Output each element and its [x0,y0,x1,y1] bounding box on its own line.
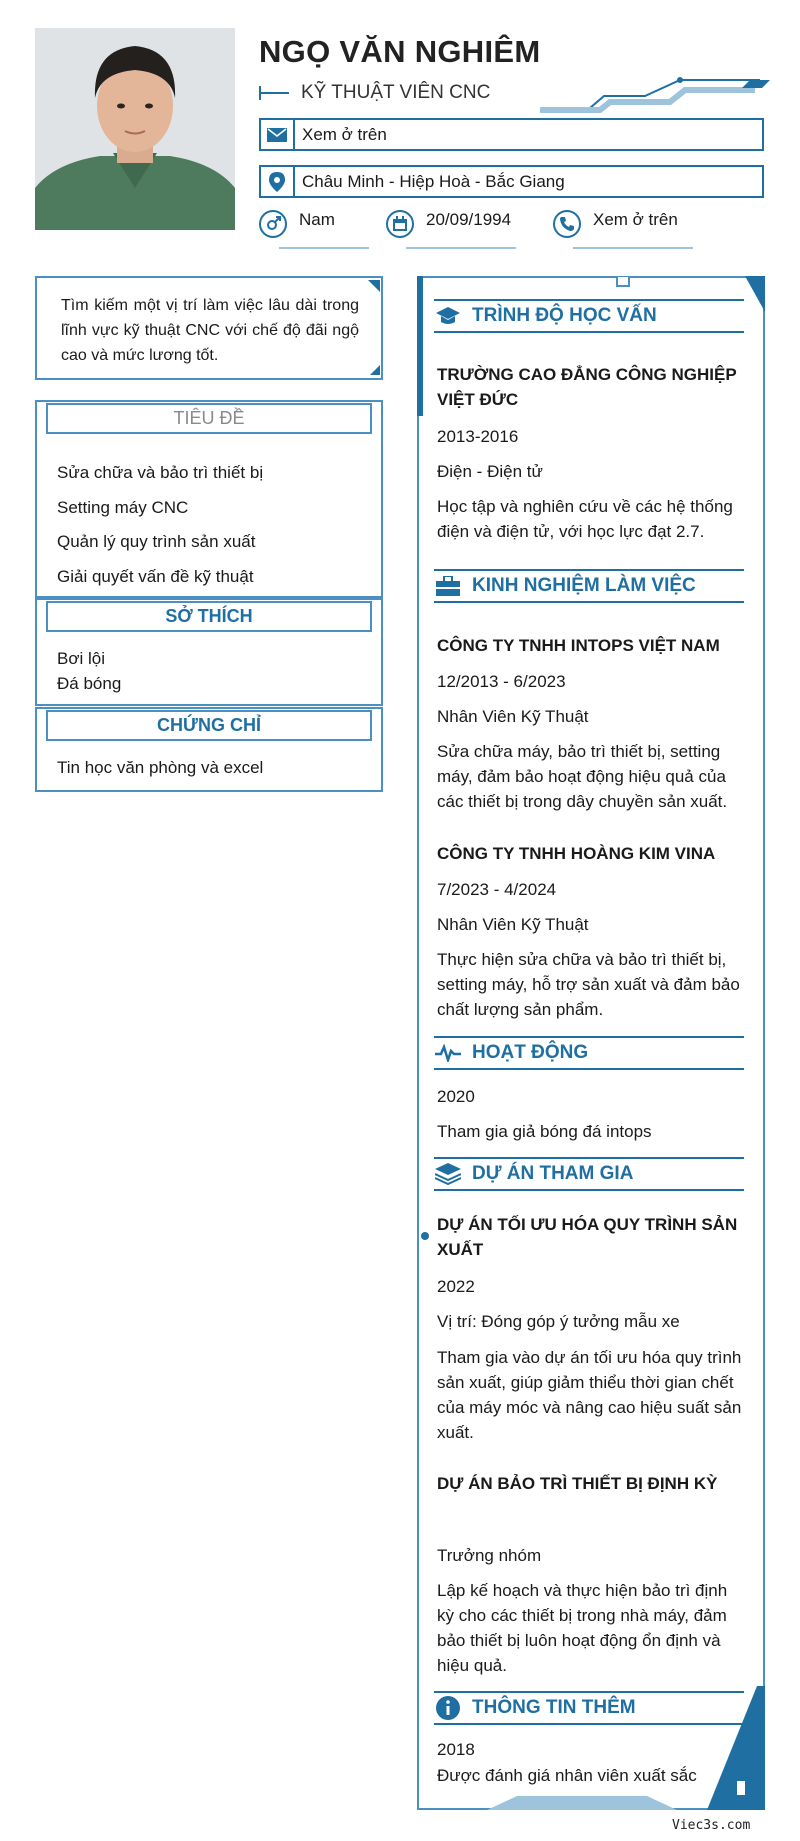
projects-heading-text: DỰ ÁN THAM GIA [472,1163,634,1184]
job-company: CÔNG TY TNHH INTOPS VIỆT NAM [437,636,720,655]
education-heading-text: TRÌNH ĐỘ HỌC VẤN [472,305,657,326]
job-position: Nhân Viên Kỹ Thuật [437,707,589,726]
additional-year: 2018 [437,1740,475,1759]
certificates-section [35,707,383,792]
objective-corner-decoration-bottom [370,365,380,375]
activity-description: Tham gia giả bóng đá intops [437,1122,652,1141]
calendar-icon [386,210,414,238]
certificate-item: Tin học văn phòng và excel [57,758,264,777]
skill-item: Quản lý quy trình sản xuất [57,532,256,551]
birthday-item [386,210,511,238]
site-watermark: Viec3s.com [672,1818,751,1833]
skills-heading: TIÊU ĐỀ [46,403,372,434]
address-row [259,165,764,198]
hobby-item: Đá bóng [57,674,122,693]
job-title-row [259,82,490,104]
skill-item: Sửa chữa và bảo trì thiết bị [57,463,264,482]
education-description: Học tập và nghiên cứu về các hệ thống điện và điện tử, với học lực đạt 2.7. [437,497,733,541]
skill-item: Giải quyết vấn đề kỹ thuật [57,566,254,586]
job-description: Sửa chữa máy, bảo trì thiết bị, setting máy, đảm bảo hoạt động hiệu quả của các thiết bị trong dây chuyền sản xuất. [437,742,728,811]
mail-icon [261,120,295,149]
hobby-item: Bơi lội [57,649,105,668]
activity-year: 2020 [437,1087,475,1106]
additional-description: Được đánh giá nhân viên xuất sắc [437,1766,697,1785]
education-heading [434,299,744,333]
job-company: CÔNG TY TNHH HOÀNG KIM VINA [437,844,716,863]
additional-heading-text: THÔNG TIN THÊM [472,1697,636,1718]
layers-icon [434,1163,462,1185]
project-description: Lập kế hoạch và thực hiện bảo trì định kỳ cho các thiết bị trong nhà máy, đảm bảo thiết bị luôn hoạt động ổn định và hiệu quả. [437,1581,728,1675]
candidate-name: NGỌ VĂN NGHIÊM [259,34,541,69]
info-icon [434,1696,462,1720]
job-title: KỸ THUẬT VIÊN CNC [301,82,491,103]
pulse-icon [434,1044,462,1062]
certificates-heading: CHỨNG CHỈ [46,710,372,741]
circuit-decoration [540,74,770,114]
project-role: Trưởng nhóm [437,1546,542,1565]
education-major: Điện - Điện tử [437,462,543,481]
skills-list [37,456,381,594]
project-year: 2022 [437,1277,475,1296]
objective-corner-decoration [368,280,380,292]
experience-heading-text: KINH NGHIỆM LÀM VIỆC [472,575,696,596]
activities-heading-text: HOẠT ĐỘNG [472,1042,589,1063]
birthday-value: 20/09/1994 [426,210,512,229]
email-row [259,118,764,151]
birthday-underline [406,247,516,249]
experience-heading [434,569,744,603]
education-period: 2013-2016 [437,427,519,446]
gender-underline [279,247,369,249]
project-name: DỰ ÁN TỐI ƯU HÓA QUY TRÌNH SẢN XUẤT [437,1215,738,1259]
location-pin-icon [261,167,295,196]
address-value: Châu Minh - Hiệp Hoà - Bắc Giang [302,171,565,191]
profile-photo [35,28,235,230]
phone-icon [553,210,581,238]
job-period: 12/2013 - 6/2023 [437,672,566,691]
phone-item [553,210,678,238]
certificates-list [37,755,381,780]
phone-value: Xem ở trên [593,210,678,229]
skill-item: Setting máy CNC [57,497,189,517]
project-description: Tham gia vào dự án tối ưu hóa quy trình sản xuất, giúp giảm thiểu thời gian chết của máy móc và nâng cao hiệu suất sản xuất. [437,1348,742,1442]
additional-heading [434,1691,744,1725]
projects-heading [434,1157,744,1191]
hobbies-list [37,646,381,696]
gender-icon [259,210,287,238]
project-name: DỰ ÁN BẢO TRÌ THIẾT BỊ ĐỊNH KỲ [437,1474,718,1493]
email-value: Xem ở trên [302,124,387,144]
hobbies-section [35,598,383,706]
title-line-decoration [259,92,289,94]
phone-underline [573,247,693,249]
project-role: Vị trí: Đóng góp ý tưởng mẫu xe [437,1312,680,1331]
briefcase-icon [434,576,462,596]
education-school: TRƯỜNG CAO ĐẲNG CÔNG NGHIỆP VIỆT ĐỨC [437,365,737,409]
job-position: Nhân Viên Kỹ Thuật [437,915,589,934]
gender-value: Nam [299,210,335,229]
job-description: Thực hiện sửa chữa và bảo trì thiết bị, setting máy, hỗ trợ sản xuất và đảm bảo chất lượng sản phẩm. [437,950,740,1019]
hobbies-heading: SỞ THÍCH [46,601,372,632]
career-objective: Tìm kiếm một vị trí làm việc lâu dài trong lĩnh vực kỹ thuật CNC với chế độ đãi ngộ cao và mức lương tốt. [35,276,383,380]
graduation-cap-icon [434,307,462,325]
gender-item [259,210,335,238]
activities-heading [434,1036,744,1070]
skills-section [35,400,383,598]
job-period: 7/2023 - 4/2024 [437,880,557,899]
